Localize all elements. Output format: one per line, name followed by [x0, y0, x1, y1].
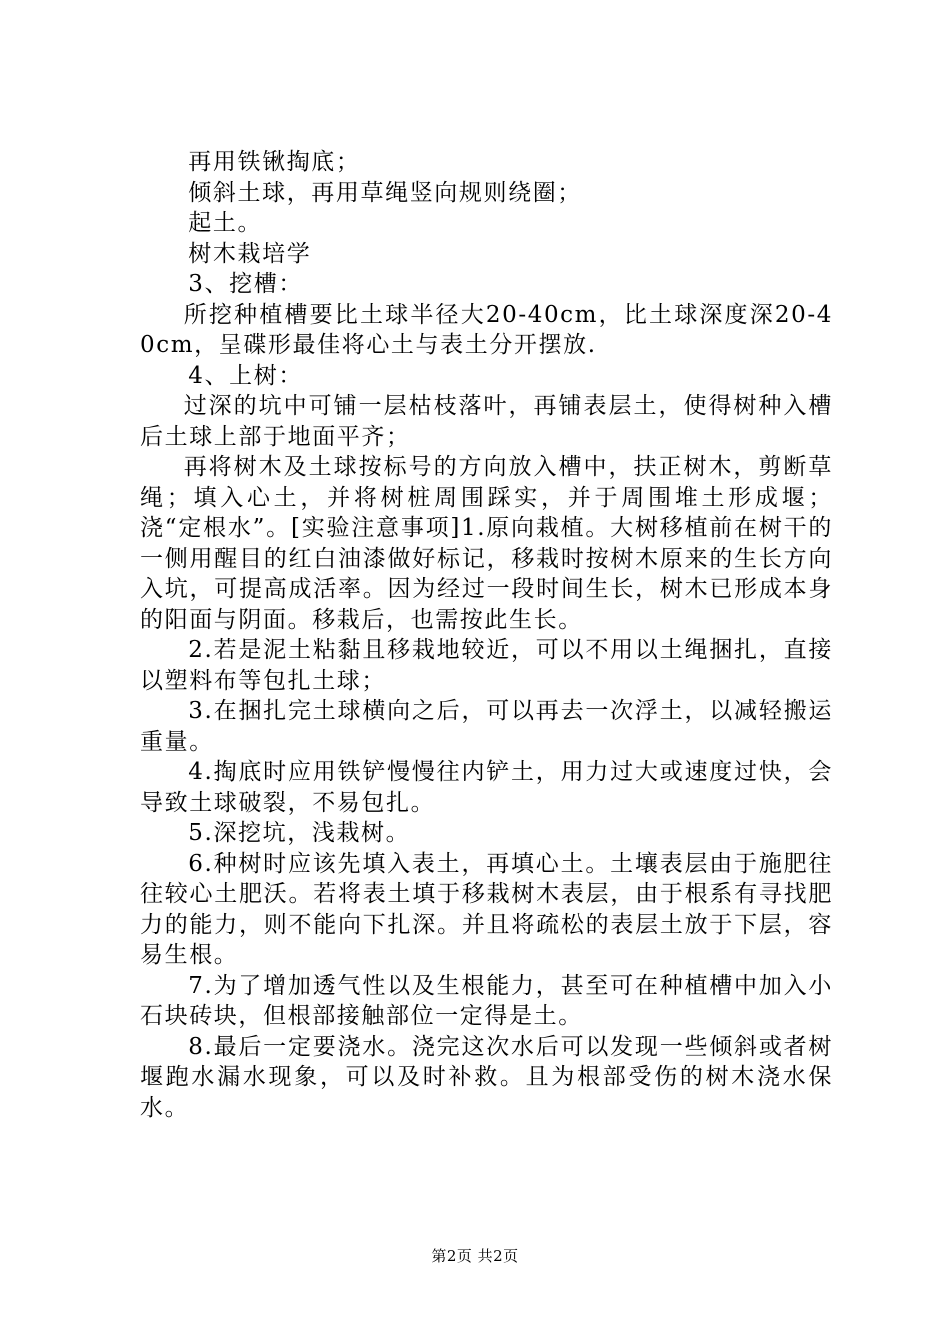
page-number-footer: 第2页 共2页: [431, 1247, 519, 1265]
step-heading: 3、挖槽：: [188, 271, 303, 297]
list-item: 5.深挖坑，浅栽树。: [188, 820, 411, 846]
document-body: [140, 147, 833, 1123]
list-item: 3.在捆扎完土球横向之后，可以再去一次浮土，以减轻搬运重量。: [140, 698, 833, 755]
paragraph: 所挖种植槽要比土球半径大20-40cm，比土球深度深20-40cm，呈碟形最佳将心土与表土分开摆放.: [140, 301, 833, 358]
paragraph: 倾斜土球，再用草绳竖向规则绕圈；: [188, 179, 582, 206]
list-item: 8.最后一定要浇水。浇完这次水后可以发现一些倾斜或者树堰跑水漏水现象，可以及时补救。且为根部受伤的树木浇水保水。: [140, 1033, 833, 1121]
paragraph: 过深的坑中可铺一层枯枝落叶，再铺表层土，使得树种入槽后土球上部于地面平齐；: [140, 393, 833, 450]
step-heading: 4、上树：: [188, 362, 303, 389]
list-item: 7.为了增加透气性以及生根能力，甚至可在种植槽中加入小石块砖块，但根部接触部位一定得是土。: [140, 972, 833, 1029]
section-heading: 树木栽培学: [188, 240, 312, 267]
list-item: 4.掏底时应用铁铲慢慢往内铲土，用力过大或速度过快，会导致土球破裂，不易包扎。: [140, 759, 833, 816]
paragraph: 再将树木及土球按标号的方向放入槽中，扶正树木，剪断草绳；填入心土，并将树桩周围踩实，并于周围堆土形成堰；浇“定根水”。[实验注意事项]1.原向栽植。大树移植前在树干的一侧用醒目的红白油漆做好标记，移栽时按树木原来的生长方向入坑，可提高成活率。因为经过一段时间生长，树木已形成本身的阳面与阴面。移栽后，也需按此生长。: [140, 454, 833, 633]
list-item: 2.若是泥土粘黏且移栽地较近，可以不用以土绳捆扎，直接以塑料布等包扎土球；: [140, 637, 833, 694]
paragraph: 起土。: [188, 210, 263, 236]
list-item: 6.种树时应该先填入表土，再填心土。土壤表层由于施肥往往较心土肥沃。若将表土填于移栽树木表层，由于根系有寻找肥力的能力，则不能向下扎深。并且将疏松的表层土放于下层，容易生根。: [140, 850, 833, 968]
paragraph: 再用铁锹掏底；: [188, 149, 361, 175]
